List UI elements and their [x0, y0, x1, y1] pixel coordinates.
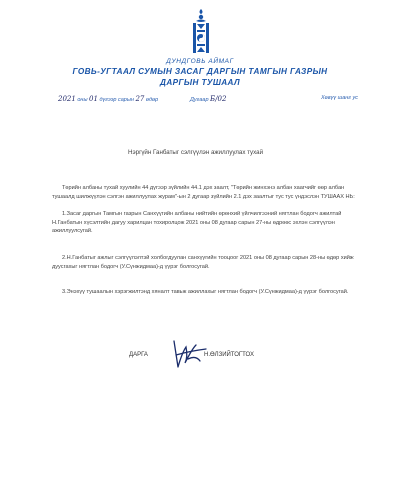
clause-3: 3.Энэхүү тушаалын хэрэгжилтэнд хяналт тавьж ажиллахыг нягтлан бодогч (У.Сүнжидмаа)-д үүрэг болгосугай.: [62, 289, 349, 295]
date-day: 27: [135, 95, 145, 103]
date-year: 2021: [58, 95, 76, 103]
province-name: ДУНДГОВЬ АЙМАГ: [166, 58, 234, 65]
clause-1: 1.Засаг даргын Тамгын газрын Санхүүгийн албаны нийтийн өрөнхий үйлчилгээний нягтлан бодогч ажилтай Н.Ганбатын хүсэлтийн дагуу харилцан тохиролцож 2021 оны 08 дугаар сарын 27-ны өдрөөс эхлэн сэлгүүлэн ажиллуулсугай.: [52, 211, 342, 235]
soyombo-icon: [190, 8, 212, 56]
document-type: ДАРГЫН ТУШААЛ: [160, 78, 240, 87]
decree-number: [190, 95, 226, 103]
signer-name: Н.ӨЛЗИЙТОГТОХ: [204, 352, 254, 358]
date-month: 01: [89, 95, 98, 103]
decree-date: [58, 95, 158, 103]
decree-place: Хөвүү шанг ус: [321, 95, 359, 101]
number-value: Б/02: [210, 95, 227, 103]
signer-title: ДАРГА: [129, 352, 148, 358]
clause-2: 2.Н.Ганбатыг ажлыг сэлгүүлэлтэй холбогдуулан санхүүгийн тооцоог 2021 оны 08 дугаар сарын 28-ны өдөр хийж дуусгахыг нягтлан бодогч (У.Сүнжидмаа)-д үүрэг болгосугай.: [52, 255, 354, 270]
preamble-paragraph: Төрийн албаны тухай хуулийн 44 дүгээр зүйлийн 44.1 дэх заалт, "Төрийн жинхэнэ албан хаагчийг өөр албан тушаалд шилжүүлэн сэлгэн ажиллуулах журам"-ын 2 дугаар зүйлийн 2.1 дэх заалтыг тус тус үндэслэн ТУШААХ НЬ:: [52, 185, 355, 200]
date-month-suffix: дүгээр сарын: [99, 97, 134, 103]
office-name: ГОВЬ-УГТААЛ СУМЫН ЗАСАГ ДАРГЫН ТАМГЫН ГАЗРЫН: [72, 67, 328, 76]
decree-subject: Нэргүйн Ганбатыг сэлгүүлэн ажиллуулах тухай: [128, 149, 264, 156]
date-year-suffix: оны: [77, 97, 88, 103]
date-day-suffix: өдөр: [145, 97, 159, 103]
number-prefix: Дугаар: [190, 97, 209, 103]
